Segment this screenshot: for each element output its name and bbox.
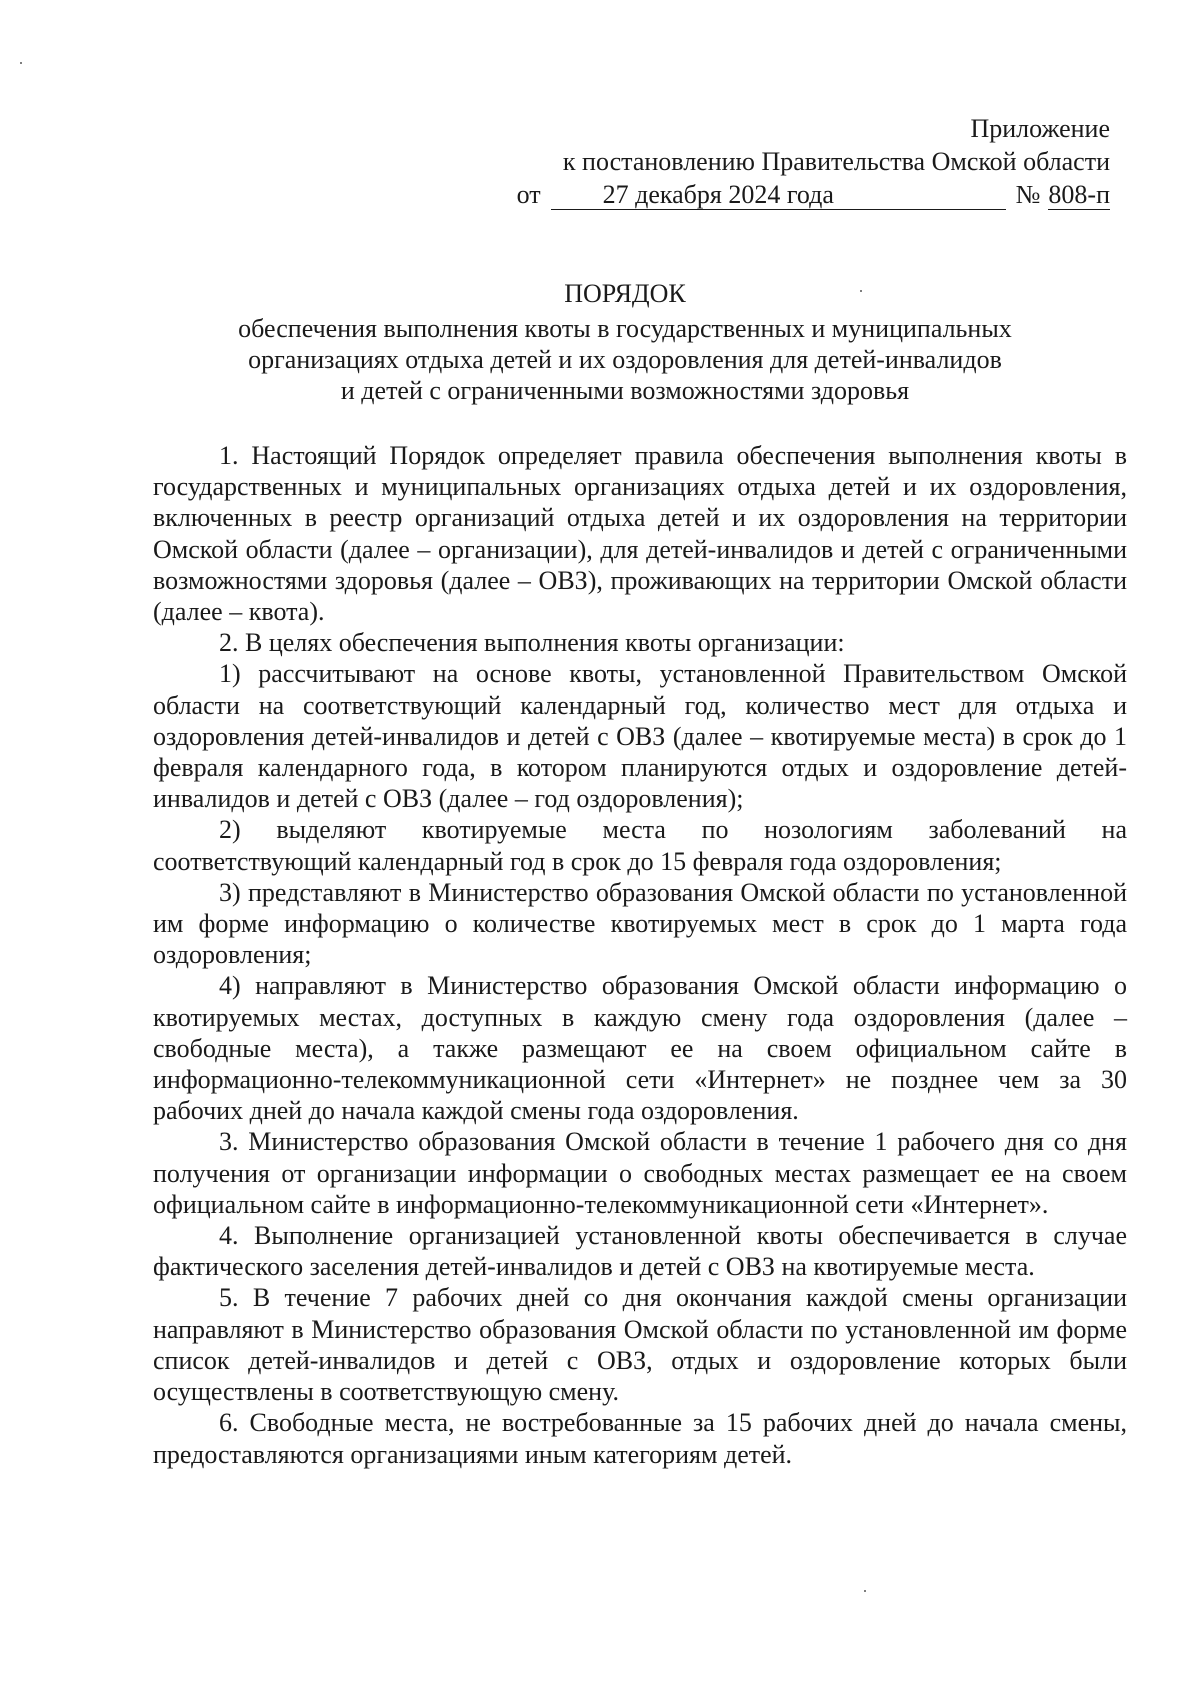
approval-number: 808-п bbox=[1048, 180, 1110, 209]
title-heading: ПОРЯДОК bbox=[564, 279, 686, 308]
paragraph-6: 6. Свободные места, не востребованные за 15 рабочих дней до начала смены, предоставляются организациями иным категориям детей. bbox=[153, 1408, 1127, 1469]
paragraph-5: 5. В течение 7 рабочих дней со дня окончания каждой смены организации направляют в Министерство образования Омской области по установленной им форме список детей-инвалидов и детей с ОВЗ, отдых и оздоровление которых были осуществлены в соответствующую смену. bbox=[153, 1283, 1127, 1407]
paragraph-1: 1. Настоящий Порядок определяет правила обеспечения выполнения квоты в государственных и муниципальных организациях отдыха детей и их оздоровления, включенных в реестр организаций отдыха детей и их оздоровления на территории Омской области (далее – организации), для детей-инвалидов и детей с ограниченными возможностями здоровья (далее – ОВЗ), проживающих на территории Омской области (далее – квота). bbox=[153, 441, 1127, 627]
document-body bbox=[153, 440, 1127, 1470]
title-subtitle-line: обеспечения выполнения квоты в государственных и муниципальных bbox=[238, 314, 1012, 343]
scan-speck bbox=[20, 62, 22, 64]
paragraph-2-item-2: 2) выделяют квотируемые места по нозологиям заболеваний на соответствующий календарный год в срок до 15 февраля года оздоровления; bbox=[153, 815, 1127, 876]
paragraph-2-item-4: 4) направляют в Министерство образования Омской области информацию о квотируемых местах, доступных в каждую смену года оздоровления (далее – свободные места), а также размещают ее на своем официальном сайте в информационно-телекоммуникационной сети «Интернет» не позднее чем за 30 рабочих дней до начала каждой смены года оздоровления. bbox=[153, 971, 1127, 1126]
from-label: от bbox=[516, 180, 541, 209]
title-subtitle-line: и детей с ограниченными возможностями здоровья bbox=[340, 376, 910, 405]
paragraph-4: 4. Выполнение организацией установленной квоты обеспечивается в случае фактического заселения детей-инвалидов и детей с ОВЗ на квотируемые места. bbox=[153, 1221, 1127, 1282]
paragraph-2: 2. В целях обеспечения выполнения квоты организации: bbox=[219, 628, 845, 658]
number-label: № bbox=[1015, 180, 1041, 209]
approval-block bbox=[510, 112, 1110, 211]
scan-speck bbox=[864, 1590, 866, 1592]
approval-title: Приложение bbox=[970, 114, 1110, 143]
paragraph-2-item-3: 3) представляют в Министерство образования Омской области по установленной им форме информацию о количестве квотируемых мест в срок до 1 марта года оздоровления; bbox=[153, 877, 1127, 970]
paragraph-2-item-1: 1) рассчитывают на основе квоты, установленной Правительством Омской области на соответствующий календарный год, количество мест для отдыха и оздоровления детей-инвалидов и детей с ОВЗ (далее – квотируемые места) в срок до 1 февраля календарного года, в котором планируются отдых и оздоровление детей-инвалидов и детей с ОВЗ (далее – год оздоровления); bbox=[153, 659, 1127, 814]
approval-date-line bbox=[510, 178, 1110, 211]
document-title bbox=[140, 278, 1110, 406]
approval-reference: к постановлению Правительства Омской области bbox=[562, 147, 1110, 176]
approval-date: 27 декабря 2024 года bbox=[551, 181, 1006, 210]
title-subtitle-line: организациях отдыха детей и их оздоровления для детей-инвалидов bbox=[248, 345, 1002, 374]
paragraph-3: 3. Министерство образования Омской области в течение 1 рабочего дня со дня получения от организации информации о свободных местах размещает ее на своем официальном сайте в информационно-телекоммуникационной сети «Интернет». bbox=[153, 1127, 1127, 1219]
